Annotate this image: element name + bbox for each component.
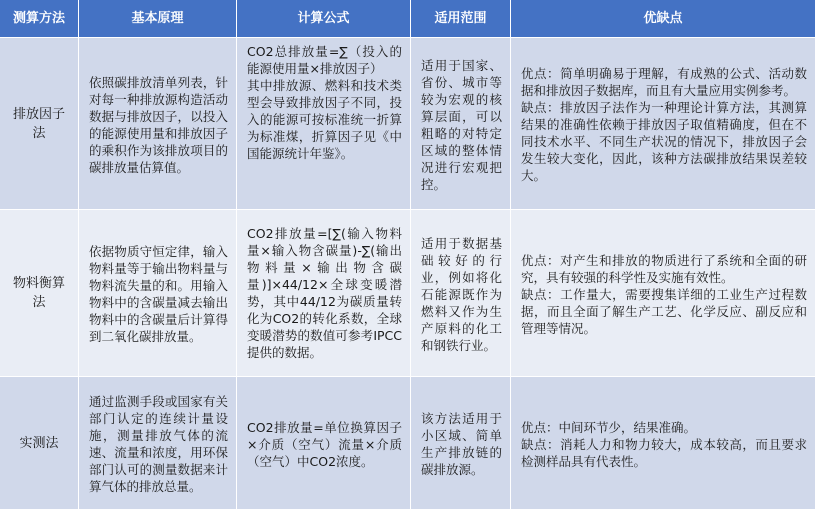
row-measurement-method: 实测法 [0,377,79,510]
row-emission-factor-pros-cons: 优点：简单明确易于理解，有成熟的公式、活动数据和排放因子数据库，而且有大量应用实例参考。 缺点：排放因子法作为一种理论计算方法，其测算结果的准确性依赖于排放因子取值精确度，但在不同技术水平、不同生产状况的情况下，排放因子会发生较大变化，因此，该种方法碳排放结果误差较大。 [511,38,815,210]
row-measurement-principle: 通过监测手段或国家有关部门认定的连续计量设施，测量排放气体的流速、流量和浓度，用环保部门认可的测量数据来计算气体的排放总量。 [79,377,237,510]
row-measurement-formula: CO2排放量=单位换算因子×介质（空气）流量×介质（空气）中CO2浓度。 [237,377,411,510]
header-scope: 适用范围 [411,0,511,38]
row-emission-factor-scope: 适用于国家、省份、城市等较为宏观的核算层面，可以粗略的对特定区域的整体情况进行宏观把控。 [411,38,511,210]
header-principle: 基本原理 [79,0,237,38]
row-mass-balance-pros-cons: 优点：对产生和排放的物质进行了系统和全面的研究，具有较强的科学性及实施有效性。 缺点：工作量大，需要搜集详细的工业生产过程数据，而且全面了解生产工艺、化学反应、副反应和管理等情况。 [511,210,815,377]
row-mass-balance-scope: 适用于数据基础较好的行业，例如将化石能源既作为燃料又作为生产原料的化工和钢铁行业。 [411,210,511,377]
header-method: 测算方法 [0,0,79,38]
row-measurement-scope: 该方法适用于小区域、简单生产排放链的碳排放源。 [411,377,511,510]
row-emission-factor-principle: 依照碳排放清单列表，针对每一种排放源构造活动数据与排放因子，以投入的能源使用量和排放因子的乘积作为该排放项目的碳排放量估算值。 [79,38,237,210]
row-mass-balance-method: 物料衡算 法 [0,210,79,377]
row-emission-factor-formula: CO2总排放量=∑（投入的能源使用量×排放因子） 其中排放源、燃料和技术类型会导致排放因子不同，投入的能源可按标准统一折算为标准煤，折算因子见《中国能源统计年鉴》。 [237,38,411,210]
header-pros-cons: 优缺点 [511,0,815,38]
row-emission-factor-method: 排放因子 法 [0,38,79,210]
row-mass-balance-principle: 依据物质守恒定律，输入物料量等于输出物料量与物料流失量的和。用输入物料中的含碳量减去输出物料中的含碳量后计算得到二氧化碳排放量。 [79,210,237,377]
row-measurement-pros-cons: 优点：中间环节少，结果准确。 缺点：消耗人力和物力较大，成本较高，而且要求检测样品具有代表性。 [511,377,815,510]
header-formula: 计算公式 [237,0,411,38]
row-mass-balance-formula: CO2排放量=[∑(输入物料量×输入物含碳量)-∑(输出物料量×输出物含碳量)]×44/12×全球变暖潜势，其中44/12为碳质量转化为CO2的转化系数，全球变暖潜势的数值可参考IPCC提供的数据。 [237,210,411,377]
